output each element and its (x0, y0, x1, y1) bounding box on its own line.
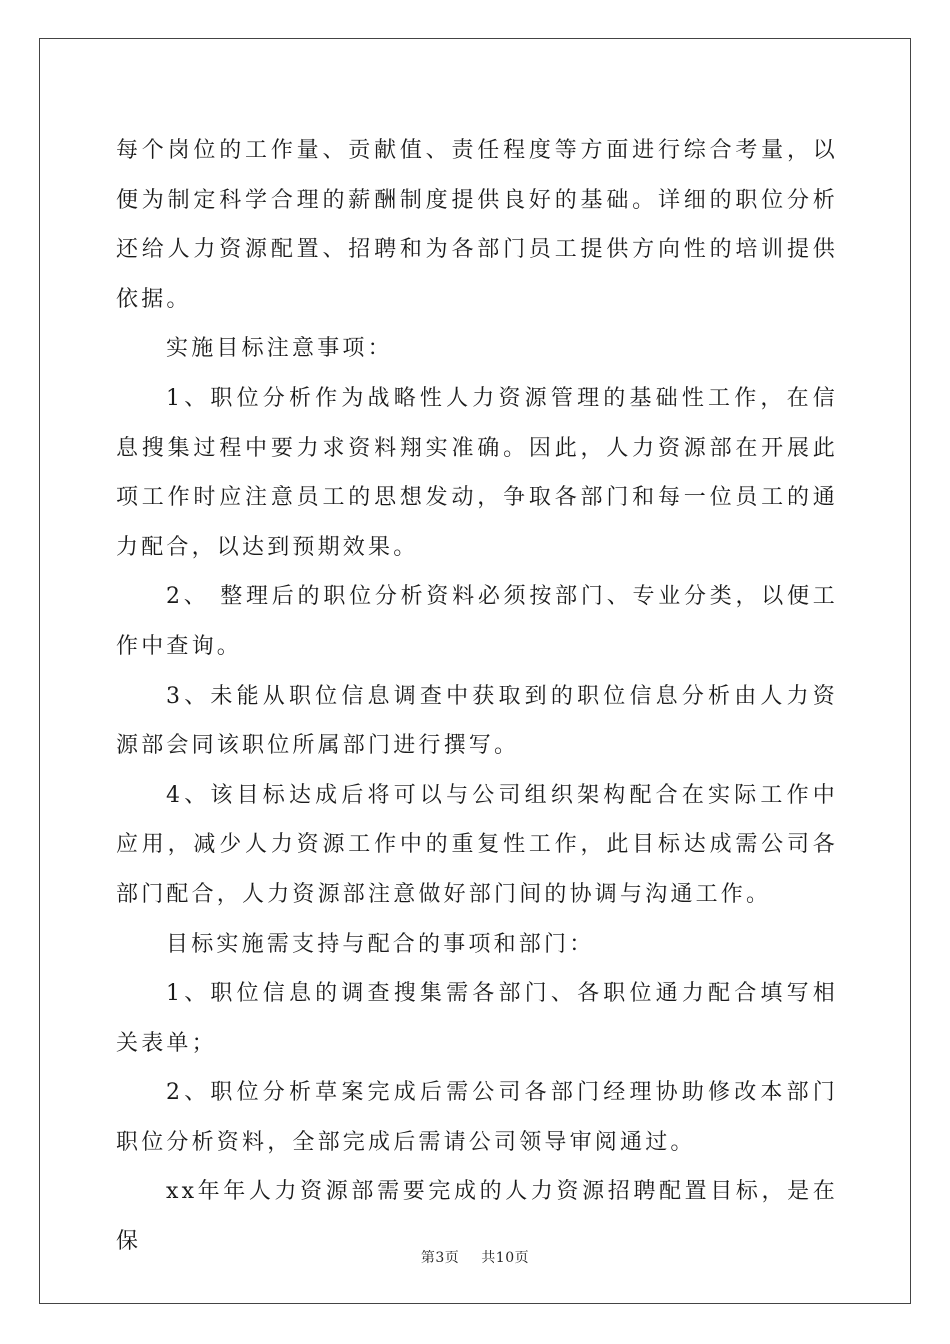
document-body (116, 126, 838, 1267)
paragraph-9: 2、职位分析草案完成后需公司各部门经理协助修改本部门职位分析资料，全部完成后需请公司领导审阅通过。 (116, 1080, 838, 1155)
page-total: 共10页 (481, 1250, 530, 1266)
paragraph-6: 4、该目标达成后将可以与公司组织架构配合在实际工作中应用，减少人力资源工作中的重复性工作，此目标达成需公司各部门配合，人力资源部注意做好部门间的协调与沟通工作。 (116, 782, 838, 907)
paragraph-2-heading: 实施目标注意事项： (166, 336, 393, 362)
page-number: 第3页 (420, 1250, 460, 1266)
paragraph-4: 2、 整理后的职位分析资料必须按部门、专业分类，以便工作中查询。 (116, 584, 838, 659)
paragraph-5: 3、未能从职位信息调查中获取到的职位信息分析由人力资源部会同该职位所属部门进行撰写。 (116, 683, 838, 759)
paragraph-3: 1、职位分析作为战略性人力资源管理的基础性工作，在信息搜集过程中要力求资料翔实准确。因此，人力资源部在开展此项工作时应注意员工的思想发动，争取各部门和每一位员工的通力配合，以达到预期效果。 (116, 385, 838, 560)
paragraph-1: 每个岗位的工作量、贡献值、责任程度等方面进行综合考量，以便为制定科学合理的薪酬制度提供良好的基础。详细的职位分析还给人力资源配置、招聘和为各部门员工提供方向性的培训提供依据。 (116, 138, 838, 312)
page-footer (0, 1247, 950, 1267)
paragraph-7-heading: 目标实施需支持与配合的事项和部门： (166, 931, 595, 957)
paragraph-8: 1、职位信息的调查搜集需各部门、各职位通力配合填写相关表单； (116, 981, 838, 1056)
paragraph-10: xx年年人力资源部需要完成的人力资源招聘配置目标，是在保 (116, 1179, 838, 1255)
